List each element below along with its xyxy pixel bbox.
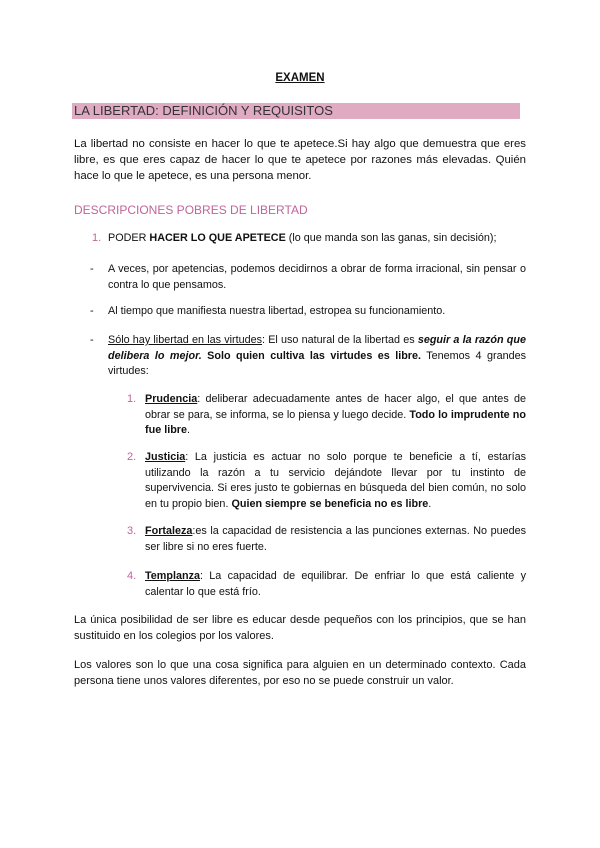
virtue-text: : La capacidad de equilibrar. De enfriar lo que está caliente y calentar lo que está frío. (145, 570, 526, 598)
list-number: 1. (127, 393, 137, 405)
list-number: 2. (127, 451, 137, 463)
virtue-text: :es la capacidad de resistencia a las punciones externas. No puedes ser libre si no eres fuerte. (145, 525, 526, 553)
virtue-end: . (428, 497, 432, 510)
underlined-text: Sólo hay libertad en las virtudes (108, 334, 263, 346)
list-item-virtudes (108, 333, 526, 380)
bold-text: Solo quien cultiva las virtudes es libre. (201, 349, 422, 362)
item-prefix: PODER (108, 232, 150, 244)
virtue-end: . (187, 424, 190, 436)
bold-italic-text: seguir a la razón que delibera lo mejor. (108, 334, 527, 362)
virtue-justicia (145, 450, 526, 512)
virtue-name: Justicia (145, 451, 186, 463)
item-bold: HACER LO QUE APETECE (149, 232, 286, 244)
virtue-bold: Quien siempre se beneficia no es libre (231, 497, 429, 510)
virtue-text: : deliberar adecuadamente antes de hacer algo, el que antes de obrar se para, se informa, se lo piensa y luego decide. (145, 393, 526, 421)
list-item-tiempo: Al tiempo que manifiesta nuestra libertad, estropea su funcionamiento. (108, 305, 446, 317)
section-heading-descripciones: DESCRIPCIONES POBRES DE LIBERTAD (74, 203, 308, 217)
dash-bullet: - (90, 305, 94, 317)
list-item-poder (108, 231, 528, 247)
dash-bullet: - (90, 263, 94, 275)
dash-bullet: - (90, 334, 94, 346)
intro-paragraph: La libertad no consiste en hacer lo que te apetece.Si hay algo que demuestra que eres libre, es que eres capaz de hacer lo que te apetece por razones más elevadas. Quién hace lo que le apetece, es una persona menor. (74, 138, 526, 182)
closing-paragraph-2: Los valores son lo que una cosa significa para alguien en un determinado contexto. Cada persona tiene unos valores diferentes, por eso no se puede construir un valor. (74, 659, 526, 687)
closing-paragraph-1: La única posibilidad de ser libre es educar desde pequeños con los principios, que se han sustituido en los colegios por los valores. (74, 614, 526, 642)
section-heading-libertad: LA LIBERTAD: DEFINICIÓN Y REQUISITOS (74, 103, 333, 118)
list-item-apetencias: A veces, por apetencias, podemos decidirnos a obrar de forma irracional, sin pensar o contra lo que pensamos. (108, 263, 526, 291)
text-span: Tenemos 4 grandes virtudes: (108, 349, 526, 377)
virtue-name: Templanza (145, 570, 200, 582)
virtue-prudencia (145, 392, 526, 439)
virtue-fortaleza (145, 524, 526, 555)
virtue-name: Fortaleza (145, 525, 193, 537)
virtue-templanza (145, 569, 526, 600)
virtue-name: Prudencia (145, 393, 198, 405)
list-number: 3. (127, 525, 137, 537)
page-title: EXAMEN (275, 72, 325, 84)
list-number: 4. (127, 570, 137, 582)
text-span: : El uso natural de la libertad es (262, 334, 418, 346)
virtue-bold: Todo lo imprudente no fue libre (145, 408, 526, 436)
virtue-text: : La justicia es actuar no solo porque te beneficie a tí, estarías utilizando la razón a tu servicio dejándote llevar por tu instinto de supervivencia. Si eres justo te gobiernas en búsqueda del bien común, no solo en tu propio bien. (145, 451, 526, 510)
list-number: 1. (92, 232, 102, 244)
item-suffix: (lo que manda son las ganas, sin decisión); (285, 232, 497, 244)
